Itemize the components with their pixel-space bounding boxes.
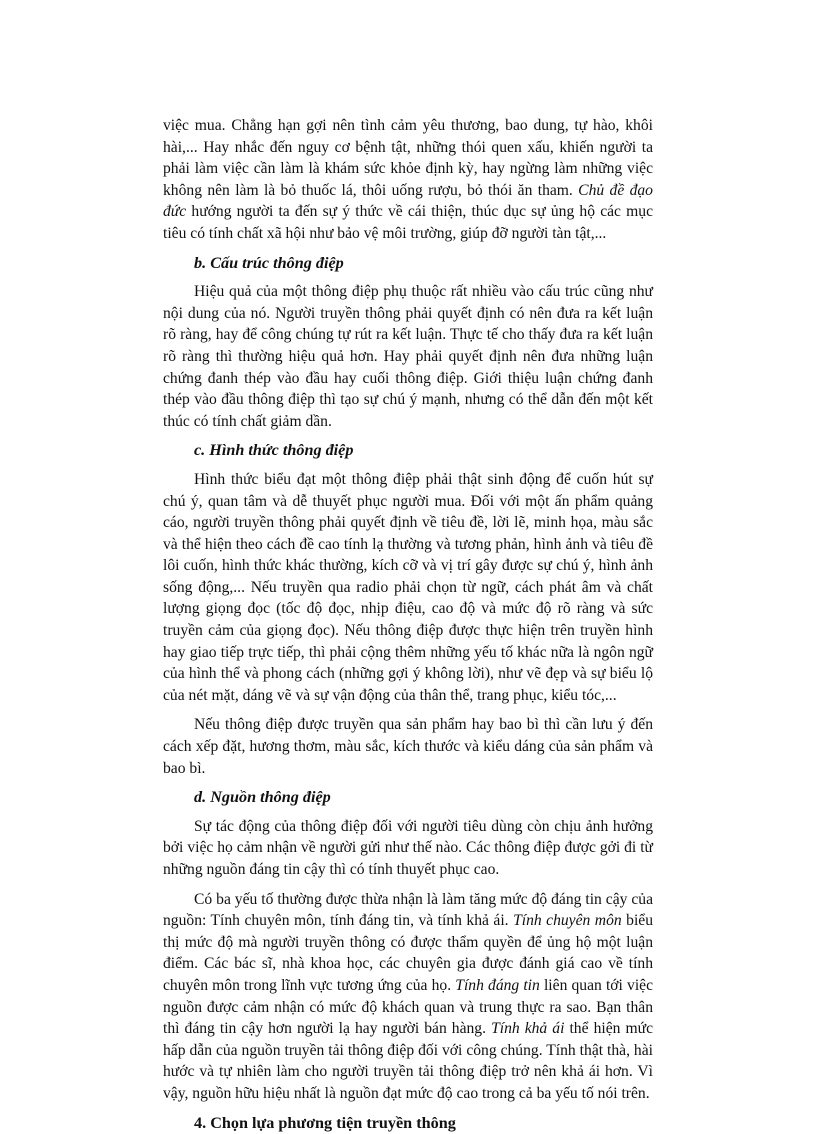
- heading-message-structure: b. Cấu trúc thông điệp: [194, 253, 344, 272]
- paragraph-source-credibility: [163, 889, 653, 1105]
- text-run: thể hiện mức hấp dẫn của nguồn truyền tải thông điệp đối với công chúng. Tính thật thà, hài hước và tự nhiên làm cho người truyền tải thông điệp trở nên khả ái hơn. Vì vậy, nguồn hữu hiệu nhất là nguồn đạt mức độ cao trong cả ba yếu tố nói trên.: [163, 1020, 653, 1102]
- text-run: hướng người ta đến sự ý thức về cái thiện, thúc dục sự ủng hộ các mục tiêu có tính chất xã hội như bảo vệ môi trường, giúp đỡ người tàn tật,...: [163, 203, 653, 242]
- paragraph-moral-theme: [163, 115, 653, 245]
- text-run: Có ba yếu tố thường được thừa nhận là làm tăng mức độ đáng tin cậy của nguồn: Tính chuyên môn, tính đáng tin, và tính khả ái.: [163, 890, 653, 930]
- emphasis-likability: Tính khả ái: [491, 1020, 565, 1038]
- paragraph-message-form: Hình thức biểu đạt một thông điệp phải thật sinh động để cuốn hút sự chú ý, quan tâm và dễ thuyết phục người mua. Đối với một ấn phẩm quảng cáo, người truyền thông phải quyết định về tiêu đề, lời lẽ, minh họa, màu sắc và thể hiện theo cách đề cao tính lạ thường và tương phản, hình ảnh và tiêu đề lôi cuốn, hình thức khác thường, kích cỡ và vị trí gây được sự chú ý, hình ảnh sống động,... Nếu truyền qua radio phải chọn từ ngữ, cách phát âm và chất lượng giọng đọc (tốc độ đọc, nhịp điệu, cao độ và mức độ rõ ràng và sức truyền cảm của giọng đọc). Nếu thông điệp được thực hiện trên truyền hình hay giao tiếp trực tiếp, thì phải cộng thêm những yếu tố khác nữa là ngôn ngữ của hình thể và phong cách (những gợi ý không lời), như vẽ đẹp và sự biểu lộ của nét mặt, dáng vẽ và sự vận động của thân thể, trang phục, kiểu tóc,...: [163, 470, 653, 704]
- emphasis-trustworthiness: Tính đáng tin: [455, 976, 540, 994]
- heading-choose-media: 4. Chọn lựa phương tiện truyền thông: [194, 1113, 456, 1132]
- text-run: việc mua. Chẳng hạn gợi nên tình cảm yêu thương, bao dung, tự hào, khôi hài,... Hay nhắc đến nguy cơ bệnh tật, những thói quen xấu, khiến người ta phải làm việc cần làm là khám sức khỏe định kỳ, hay ngừng làm những việc không nên làm là bỏ thuốc lá, thôi uống rượu, bỏ thói ăn tham.: [163, 117, 653, 199]
- heading-message-form: c. Hình thức thông điệp: [194, 441, 354, 460]
- text-run: liên quan tới việc nguồn được cảm nhận có mức độ khách quan và trung thực ra sao. Bạn thân thì đáng tin cậy hơn người lạ hay người bán hàng.: [163, 976, 654, 1038]
- paragraph-packaging: Nếu thông điệp được truyền qua sản phẩm hay bao bì thì cần lưu ý đến cách xếp đặt, hương thơm, màu sắc, kích thước và kiểu dáng của sản phẩm và bao bì.: [163, 716, 653, 777]
- paragraph-message-source: Sự tác động của thông điệp đối với người tiêu dùng còn chịu ảnh hưởng bởi việc họ cảm nhận về người gửi như thế nào. Các thông điệp được gởi đi từ những nguồn đáng tin cậy thì có tính thuyết phục cao.: [163, 817, 653, 878]
- text-run: biểu thị mức độ mà người truyền thông có được thẩm quyền để ủng hộ một luận điểm. Các bác sĩ, nhà khoa học, các chuyên gia được đánh giá cao về tính chuyên môn trong lĩnh vực tương ứng của họ.: [163, 912, 654, 994]
- heading-message-source: d. Nguồn thông điệp: [194, 788, 331, 807]
- paragraph-message-structure: Hiệu quả của một thông điệp phụ thuộc rất nhiều vào cấu trúc cũng như nội dung của nó. Người truyền thông phải quyết định có nên đưa ra kết luận rõ ràng, hay để công chúng tự rút ra kết luận. Thực tế cho thấy đưa ra kết luận rõ ràng thì thường hiệu quả hơn. Hay phải quyết định nên đưa những luận chứng đanh thép vào đầu hay cuối thông điệp. Giới thiệu luận chứng đanh thép vào đầu thông điệp thì tạo sự chú ý mạnh, nhưng có thể dẫn đến một kết thúc có tính chất giảm dần.: [163, 283, 653, 430]
- emphasis-moral-theme: Chủ đề đạo đức: [163, 181, 653, 221]
- emphasis-expertise: Tính chuyên môn: [513, 912, 622, 930]
